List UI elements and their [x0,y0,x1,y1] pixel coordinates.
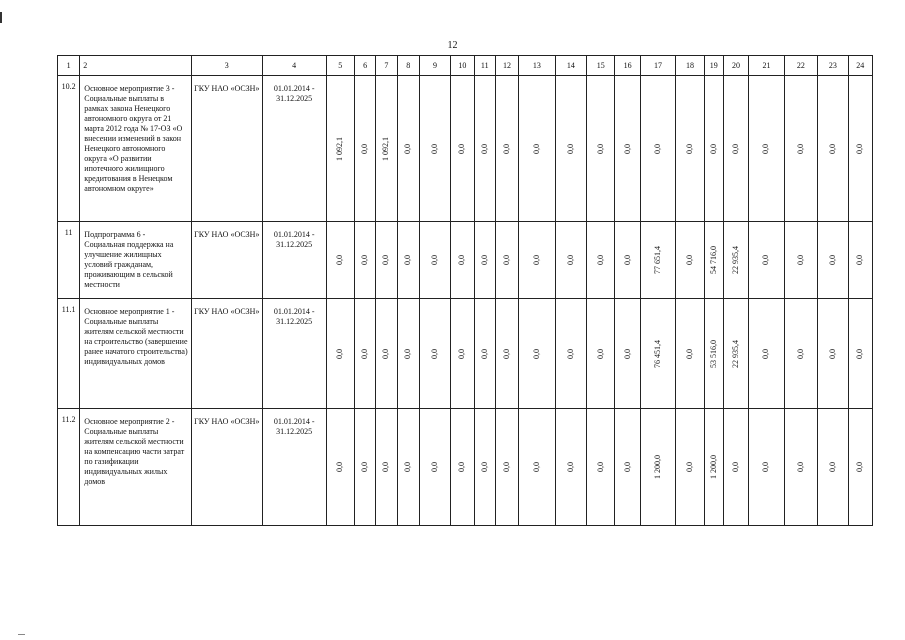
value-cell [326,222,354,299]
value-cell [376,76,397,222]
amount-value: 0,0 [457,462,467,472]
column-number: 6 [354,56,375,76]
amount-value: 0,0 [403,255,413,265]
amount-value: 0,0 [479,348,489,359]
implementation-period: 01.01.2014 - 31.12.2025 [262,222,326,299]
value-cell [495,299,518,409]
value-cell [615,222,640,299]
value-cell [419,222,450,299]
value-cell [495,222,518,299]
value-cell [848,299,872,409]
value-cell [451,222,474,299]
amount-value: 0,0 [531,255,541,265]
amount-value: 0,0 [708,143,718,154]
value-cell [376,409,397,526]
header-row [58,56,873,76]
value-cell [354,409,375,526]
value-cell [354,299,375,409]
amount-value: 0,0 [653,143,663,154]
amount-value: 0,0 [403,462,413,472]
amount-value: 0,0 [855,143,865,154]
column-number: 21 [749,56,784,76]
value-cell [784,222,817,299]
program-activities-table [57,55,873,526]
column-number: 13 [519,56,555,76]
value-cell [784,299,817,409]
value-cell [326,299,354,409]
column-number: 11 [474,56,495,76]
value-cell [784,409,817,526]
value-cell [615,409,640,526]
amount-value: 0,0 [684,462,694,472]
amount-value: 0,0 [565,255,575,265]
column-number: 22 [784,56,817,76]
table-row [58,409,873,526]
amount-value: 0,0 [622,462,632,472]
executor: ГКУ НАО «ОСЗН» [191,409,262,526]
amount-value: 0,0 [360,255,370,265]
amount-value: 0,0 [430,143,440,154]
amount-value: 22 935,4 [731,246,741,274]
executor: ГКУ НАО «ОСЗН» [191,76,262,222]
value-cell [376,299,397,409]
column-number: 16 [615,56,640,76]
activity-description: Основное мероприятие 2 - Социальные выплаты жителям сельской местности на компенсацию части затрат по газификации индивидуальных жилых домов [80,409,192,526]
amount-value: 0,0 [531,143,541,154]
amount-value: 0,0 [335,348,345,359]
table-row [58,76,873,222]
amount-value: 0,0 [479,143,489,154]
amount-value: 0,0 [479,462,489,472]
executor: ГКУ НАО «ОСЗН» [191,299,262,409]
value-cell [495,409,518,526]
implementation-period: 01.01.2014 - 31.12.2025 [262,409,326,526]
column-number: 24 [848,56,872,76]
amount-value: 0,0 [622,143,632,154]
amount-value: 0,0 [761,143,771,154]
value-cell [397,222,419,299]
amount-value: 0,0 [381,255,391,265]
value-cell [587,76,615,222]
value-cell [587,299,615,409]
amount-value: 0,0 [595,255,605,265]
table-row [58,299,873,409]
amount-value: 0,0 [684,255,694,265]
value-cell [397,76,419,222]
value-cell [749,299,784,409]
amount-value: 77 651,4 [653,246,663,274]
value-cell [784,76,817,222]
value-cell [704,409,723,526]
scan-edge-mark [0,12,2,23]
value-cell [474,222,495,299]
value-cell [640,222,675,299]
amount-value: 0,0 [502,462,512,472]
value-cell [555,76,586,222]
value-cell [451,409,474,526]
value-cell [519,222,555,299]
amount-value: 54 716,0 [708,246,718,274]
amount-value: 0,0 [381,462,391,472]
amount-value: 0,0 [565,348,575,359]
amount-value: 0,0 [360,143,370,154]
amount-value: 0,0 [565,143,575,154]
value-cell [474,409,495,526]
implementation-period: 01.01.2014 - 31.12.2025 [262,299,326,409]
amount-value: 22 935,4 [731,339,741,368]
column-number: 9 [419,56,450,76]
value-cell [848,222,872,299]
row-number: 11 [58,222,80,299]
column-number: 5 [326,56,354,76]
amount-value: 0,0 [430,462,440,472]
page-number: 12 [447,40,458,51]
amount-value: 1 200,0 [708,455,718,479]
amount-value: 0,0 [335,255,345,265]
amount-value: 0,0 [502,255,512,265]
amount-value: 0,0 [457,348,467,359]
row-number: 10.2 [58,76,80,222]
amount-value: 0,0 [731,462,741,472]
value-cell [474,299,495,409]
value-cell [676,76,704,222]
row-number: 11.2 [58,409,80,526]
column-number: 18 [676,56,704,76]
column-number: 14 [555,56,586,76]
amount-value: 0,0 [684,348,694,359]
amount-value: 0,0 [855,348,865,359]
value-cell [704,222,723,299]
amount-value: 0,0 [595,462,605,472]
value-cell [615,76,640,222]
amount-value: 0,0 [795,255,805,265]
scan-edge-mark [18,634,25,635]
amount-value: 1 092,1 [381,136,391,161]
amount-value: 76 451,4 [653,339,663,368]
amount-value: 0,0 [795,462,805,472]
column-number: 4 [262,56,326,76]
value-cell [474,76,495,222]
value-cell [723,76,748,222]
executor: ГКУ НАО «ОСЗН» [191,222,262,299]
amount-value: 0,0 [595,143,605,154]
column-number: 12 [495,56,518,76]
value-cell [587,222,615,299]
amount-value: 53 516,0 [708,339,718,368]
column-number: 15 [587,56,615,76]
amount-value: 0,0 [430,348,440,359]
value-cell [326,76,354,222]
value-cell [818,76,848,222]
amount-value: 0,0 [360,462,370,472]
value-cell [640,76,675,222]
amount-value: 0,0 [684,143,694,154]
value-cell [704,299,723,409]
value-cell [419,299,450,409]
value-cell [555,299,586,409]
value-cell [848,409,872,526]
column-number: 17 [640,56,675,76]
amount-value: 0,0 [827,348,837,359]
column-number: 23 [818,56,848,76]
column-number: 2 [80,56,192,76]
column-number: 10 [451,56,474,76]
amount-value: 0,0 [827,143,837,154]
amount-value: 0,0 [335,462,345,472]
column-number: 3 [191,56,262,76]
column-number: 20 [723,56,748,76]
value-cell [848,76,872,222]
amount-value: 0,0 [827,255,837,265]
value-cell [354,76,375,222]
amount-value: 0,0 [595,348,605,359]
value-cell [397,409,419,526]
activity-description: Подпрограмма 6 - Социальная поддержка на улучшение жилищных условий гражданам, проживающим в сельской местности [80,222,192,299]
value-cell [587,409,615,526]
implementation-period: 01.01.2014 - 31.12.2025 [262,76,326,222]
value-cell [451,76,474,222]
amount-value: 0,0 [827,462,837,472]
amount-value: 0,0 [622,348,632,359]
amount-value: 1 200,0 [653,455,663,479]
amount-value: 0,0 [531,348,541,359]
value-cell [676,222,704,299]
value-cell [723,409,748,526]
amount-value: 0,0 [761,255,771,265]
amount-value: 0,0 [855,462,865,472]
value-cell [818,299,848,409]
amount-value: 0,0 [531,462,541,472]
amount-value: 0,0 [855,255,865,265]
table-row [58,222,873,299]
amount-value: 1 092,1 [335,136,345,161]
value-cell [640,299,675,409]
value-cell [723,299,748,409]
value-cell [419,76,450,222]
activity-description: Основное мероприятие 1 - Социальные выплаты жителям сельской местности на строительство (завершение ранее начатого строительства) индивидуальных домов [80,299,192,409]
column-number: 8 [397,56,419,76]
column-number: 19 [704,56,723,76]
value-cell [354,222,375,299]
value-cell [749,222,784,299]
amount-value: 0,0 [403,143,413,154]
value-cell [555,222,586,299]
amount-value: 0,0 [457,255,467,265]
column-number: 1 [58,56,80,76]
value-cell [495,76,518,222]
value-cell [519,409,555,526]
value-cell [749,76,784,222]
value-cell [519,299,555,409]
value-cell [397,299,419,409]
value-cell [640,409,675,526]
value-cell [451,299,474,409]
value-cell [749,409,784,526]
amount-value: 0,0 [381,348,391,359]
value-cell [676,409,704,526]
amount-value: 0,0 [430,255,440,265]
value-cell [676,299,704,409]
amount-value: 0,0 [457,143,467,154]
amount-value: 0,0 [622,255,632,265]
value-cell [615,299,640,409]
value-cell [704,76,723,222]
value-cell [376,222,397,299]
amount-value: 0,0 [795,348,805,359]
amount-value: 0,0 [761,348,771,359]
amount-value: 0,0 [731,143,741,154]
value-cell [818,409,848,526]
amount-value: 0,0 [565,462,575,472]
value-cell [818,222,848,299]
activity-description: Основное мероприятие 3 - Социальные выплаты в рамках закона Ненецкого автономного округа от 21 марта 2012 года № 17-ОЗ «О внесении изменений в закон Ненецкого автономного округа «О развитии ипотечного жилищного кредитования в Ненецком автономном округе» [80,76,192,222]
amount-value: 0,0 [502,348,512,359]
amount-value: 0,0 [403,348,413,359]
value-cell [555,409,586,526]
column-number: 7 [376,56,397,76]
value-cell [419,409,450,526]
amount-value: 0,0 [502,143,512,154]
value-cell [723,222,748,299]
value-cell [519,76,555,222]
amount-value: 0,0 [479,255,489,265]
amount-value: 0,0 [795,143,805,154]
row-number: 11.1 [58,299,80,409]
amount-value: 0,0 [761,462,771,472]
value-cell [326,409,354,526]
amount-value: 0,0 [360,348,370,359]
